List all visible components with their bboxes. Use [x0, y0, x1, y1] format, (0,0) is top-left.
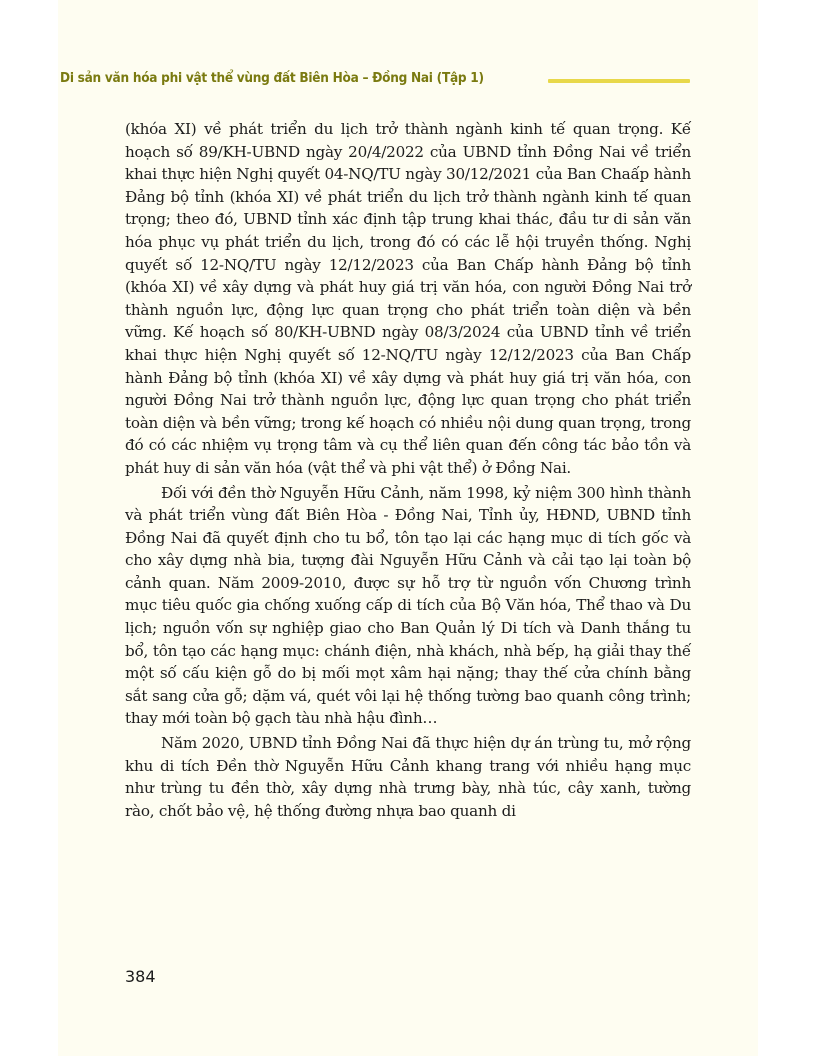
page-number: 384 — [125, 967, 156, 986]
running-header-title: Di sản văn hóa phi vật thể vùng đất Biên Hòa – Đồng Nai (Tập 1) — [60, 70, 484, 86]
paragraph-2: Đối với đền thờ Nguyễn Hữu Cảnh, năm 1998, kỷ niệm 300 hình thành và phát triển vùng đất Biên Hòa - Đồng Nai, Tỉnh ủy, HĐND, UBND tỉnh Đồng Nai đã quyết định cho tu bổ, tôn tạo lại các hạng mục di tích gốc và cho xây dựng nhà bia, tượng đài Nguyễn Hữu Cảnh và cải tạo lại toàn bộ cảnh quan. Năm 2009-2010, được sự hỗ trợ từ nguồn vốn Chương trình mục tiêu quốc gia chống xuống cấp di tích của Bộ Văn hóa, Thể thao và Du lịch; nguồn vốn sự nghiệp giao cho Ban Quản lý Di tích và Danh thắng tu bổ, tôn tạo các hạng mục: chánh điện, nhà khách, nhà bếp, hạ giải thay thế một số cấu kiện gỗ do bị mối mọt xâm hại nặng; thay thế cửa chính bằng sắt sang cửa gỗ; dặm vá, quét vôi lại hệ thống tường bao quanh công trình; thay mới toàn bộ gạch tàu nhà hậu đình… — [125, 483, 691, 728]
body-text — [125, 118, 691, 822]
header-rule — [548, 79, 690, 83]
paragraph-1: (khóa XI) về phát triển du lịch trở thành ngành kinh tế quan trọng. Kế hoạch số 89/KH-UBND ngày 20/4/2022 của UBND tỉnh Đồng Nai về triển khai thực hiện Nghị quyết 04-NQ/TU ngày 30/12/2021 của Ban Chaấp hành Đảng bộ tỉnh (khóa XI) về phát triển du lịch trở thành ngành kinh tế quan trọng; theo đó, UBND tỉnh xác định tập trung khai thác, đầu tư di sản văn hóa phục vụ phát triển du lịch, trong đó có các lễ hội truyền thống. Nghị quyết số 12-NQ/TU ngày 12/12/2023 của Ban Chấp hành Đảng bộ tỉnh (khóa XI) về xây dựng và phát huy giá trị văn hóa, con người Đồng Nai trở thành nguồn lực, động lực quan trọng cho phát triển toàn diện và bền vững. Kế hoạch số 80/KH-UBND ngày 08/3/2024 của UBND tỉnh về triển khai thực hiện Nghị quyết số 12-NQ/TU ngày 12/12/2023 của Ban Chấp hành Đảng bộ tỉnh (khóa XI) về xây dựng và phát huy giá trị văn hóa, con người Đồng Nai trở thành nguồn lực, động lực quan trọng cho phát triển toàn diện và bền vững; trong kế hoạch có nhiều nội dung quan trọng, trong đó có các nhiệm vụ trọng tâm và cụ thể liên quan đến công tác bảo tồn và phát huy di sản văn hóa (vật thể và phi vật thể) ở Đồng Nai. — [125, 120, 691, 477]
paragraph-3: Năm 2020, UBND tỉnh Đồng Nai đã thực hiện dự án trùng tu, mở rộng khu di tích Đền thờ Nguyễn Hữu Cảnh khang trang với nhiều hạng mục như trùng tu đền thờ, xây dựng nhà trưng bày, nhà túc, cây xanh, tường rào, chốt bảo vệ, hệ thống đường nhựa bao quanh di — [125, 734, 691, 820]
